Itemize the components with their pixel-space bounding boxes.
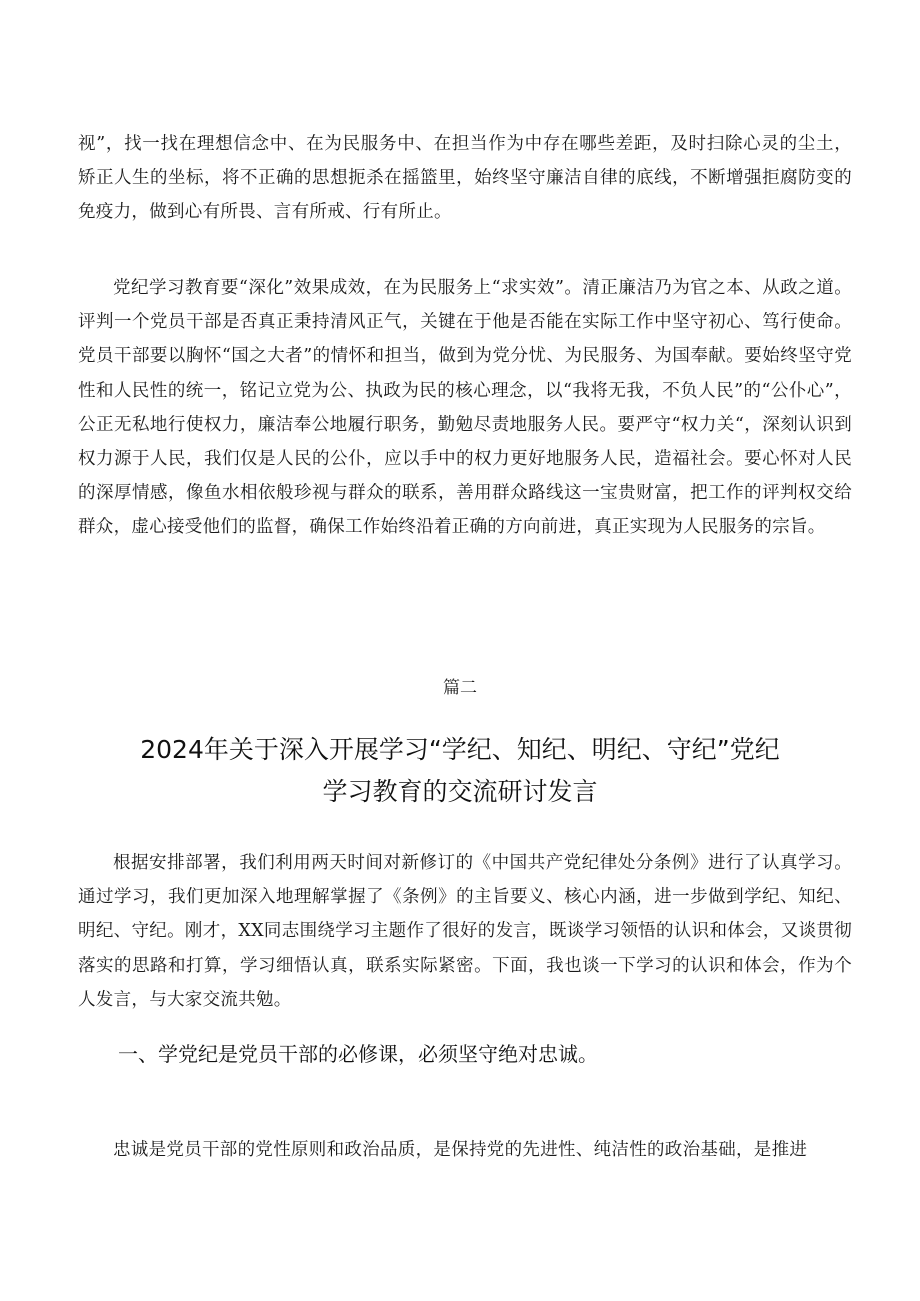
body-paragraph-continued: 视”，找一找在理想信念中、在为民服务中、在担当作为中存在哪些差距，及时扫除心灵的尘土，矫正人生的坐标，将不正确的思想扼杀在摇篮里，始终坚守廉洁自律的底线，不断增强拒腐防变的免疫力，做到心有所畏、言有所戒、行有所止。 (78, 134, 852, 223)
section-heading-1: 一、学党纪是党员干部的必修课，必须坚守绝对忠诚。 (118, 1042, 598, 1066)
document-title (80, 729, 840, 813)
body-paragraph-party-discipline: 党纪学习教育要“深化”效果成效，在为民服务上“求实效”。清正廉洁乃为官之本、从政之道。评判一个党员干部是否真正秉持清风正气，关键在于他是否能在实际工作中坚守初心、笃行使命。党员干部要以胸怀“国之大者”的情怀和担当，做到为党分忧、为民服务、为国奉献。要始终坚守党性和人民性的统一，铭记立党为公、执政为民的核心理念，以“我将无我，不负人民”的“公仆心”，公正无私地行使权力，廉洁奉公地履行职务，勤勉尽责地服务人民。要严守“权力关“，深刻认识到权力源于人民，我们仅是人民的公仆，应以手中的权力更好地服务人民，造福社会。要心怀对人民的深厚情感，像鱼水相依般珍视与群众的联系，善用群众路线这一宝贵财富，把工作的评判权交给群众，虚心接受他们的监督，确保工作始终沿着正确的方向前进，真正实现为人民服务的宗旨。 (78, 278, 852, 538)
document-title-line-1: 2024年关于深入开展学习“学纪、知纪、明纪、守纪”党纪 (140, 735, 780, 764)
body-paragraph-intro: 根据安排部署，我们利用两天时间对新修订的《中国共产党纪律处分条例》进行了认真学习。通过学习，我们更加深入地理解掌握了《条例》的主旨要义、核心内涵，进一步做到学纪、知纪、明纪、守纪。刚才，XX同志围绕学习主题作了很好的发言，既谈学习领悟的认识和体会，又谈贯彻落实的思路和打算，学习细悟认真，联系实际紧密。下面，我也谈一下学习的认识和体会，作为个人发言，与大家交流共勉。 (78, 853, 852, 1010)
body-paragraph-loyalty: 忠诚是党员干部的党性原则和政治品质，是保持党的先进性、纯洁性的政治基础，是推进 (113, 1140, 808, 1160)
document-title-line-2: 学习教育的交流研讨发言 (322, 777, 598, 806)
section-label: 篇二 (443, 678, 477, 698)
